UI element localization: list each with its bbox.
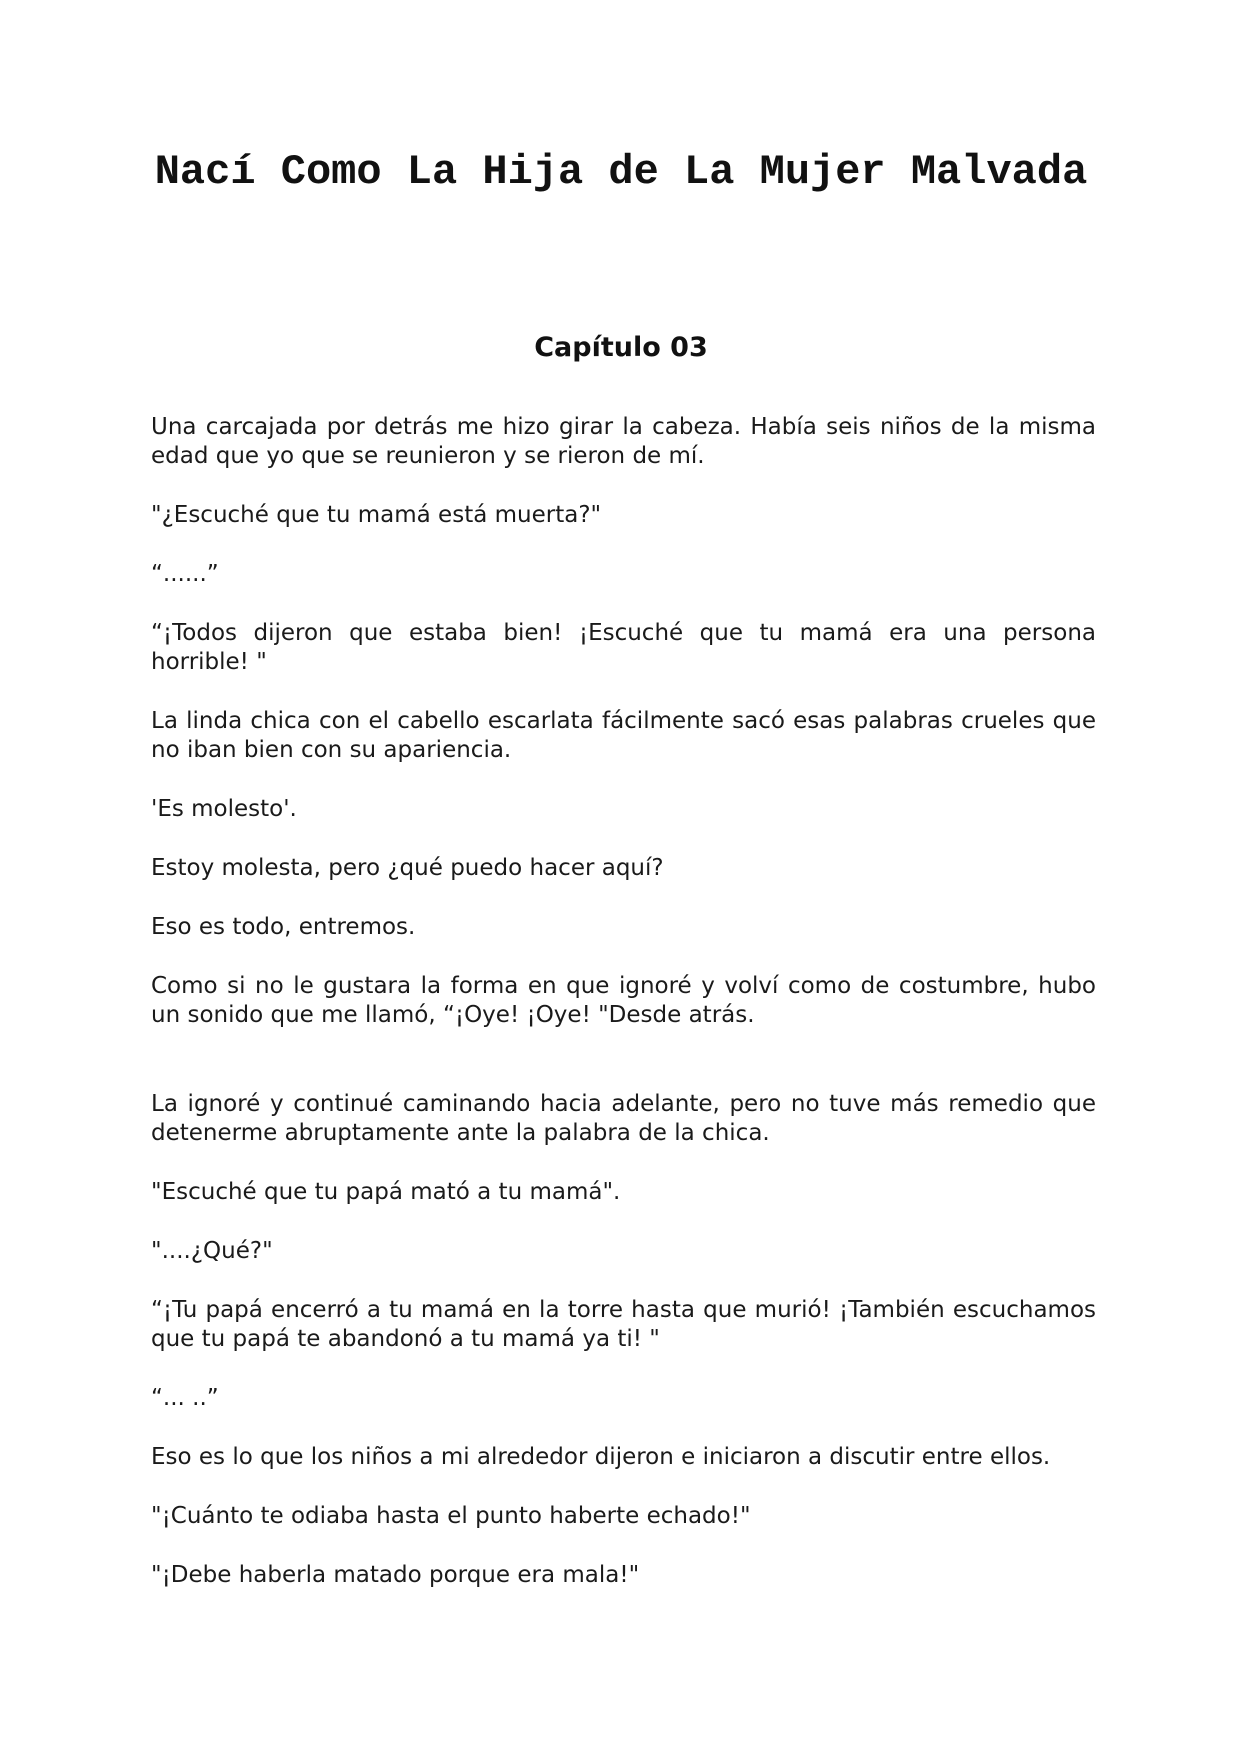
paragraph: "Escuché que tu papá mató a tu mamá".	[151, 1179, 621, 1205]
document-title: Nací Como La Hija de La Mujer Malvada	[154, 148, 1088, 196]
paragraph: La linda chica con el cabello escarlata fácilmente sacó esas palabras crueles que no iban bien con su apariencia.	[151, 708, 1096, 763]
chapter-title: Capítulo 03	[534, 332, 708, 363]
paragraph: "....¿Qué?"	[151, 1238, 273, 1264]
chapter-body	[151, 413, 1096, 1620]
paragraph: “¡Todos dijeron que estaba bien! ¡Escuché que tu mamá era una persona horrible! "	[151, 620, 1096, 675]
paragraph: Eso es lo que los niños a mi alrededor dijeron e iniciaron a discutir entre ellos.	[151, 1444, 1051, 1470]
paragraph: "¡Debe haberla matado porque era mala!"	[151, 1562, 640, 1588]
paragraph: "¿Escuché que tu mamá está muerta?"	[151, 502, 602, 528]
paragraph: “¡Tu papá encerró a tu mamá en la torre hasta que murió! ¡También escuchamos que tu papá te abandonó a tu mamá ya ti! "	[151, 1297, 1096, 1352]
paragraph: “......”	[151, 561, 219, 587]
paragraph: La ignoré y continué caminando hacia adelante, pero no tuve más remedio que detenerme abruptamente ante la palabra de la chica.	[151, 1091, 1096, 1146]
paragraph: "¡Cuánto te odiaba hasta el punto haberte echado!"	[151, 1503, 751, 1529]
paragraph: Una carcajada por detrás me hizo girar la cabeza. Había seis niños de la misma edad que yo que se reunieron y se rieron de mí.	[151, 414, 1096, 469]
paragraph: 'Es molesto'.	[151, 796, 297, 822]
paragraph: Como si no le gustara la forma en que ignoré y volví como de costumbre, hubo un sonido que me llamó, “¡Oye! ¡Oye! "Desde atrás.	[151, 973, 1096, 1028]
paragraph: “... ..”	[151, 1385, 219, 1411]
paragraph: Estoy molesta, pero ¿qué puedo hacer aquí?	[151, 855, 664, 881]
paragraph: Eso es todo, entremos.	[151, 914, 416, 940]
